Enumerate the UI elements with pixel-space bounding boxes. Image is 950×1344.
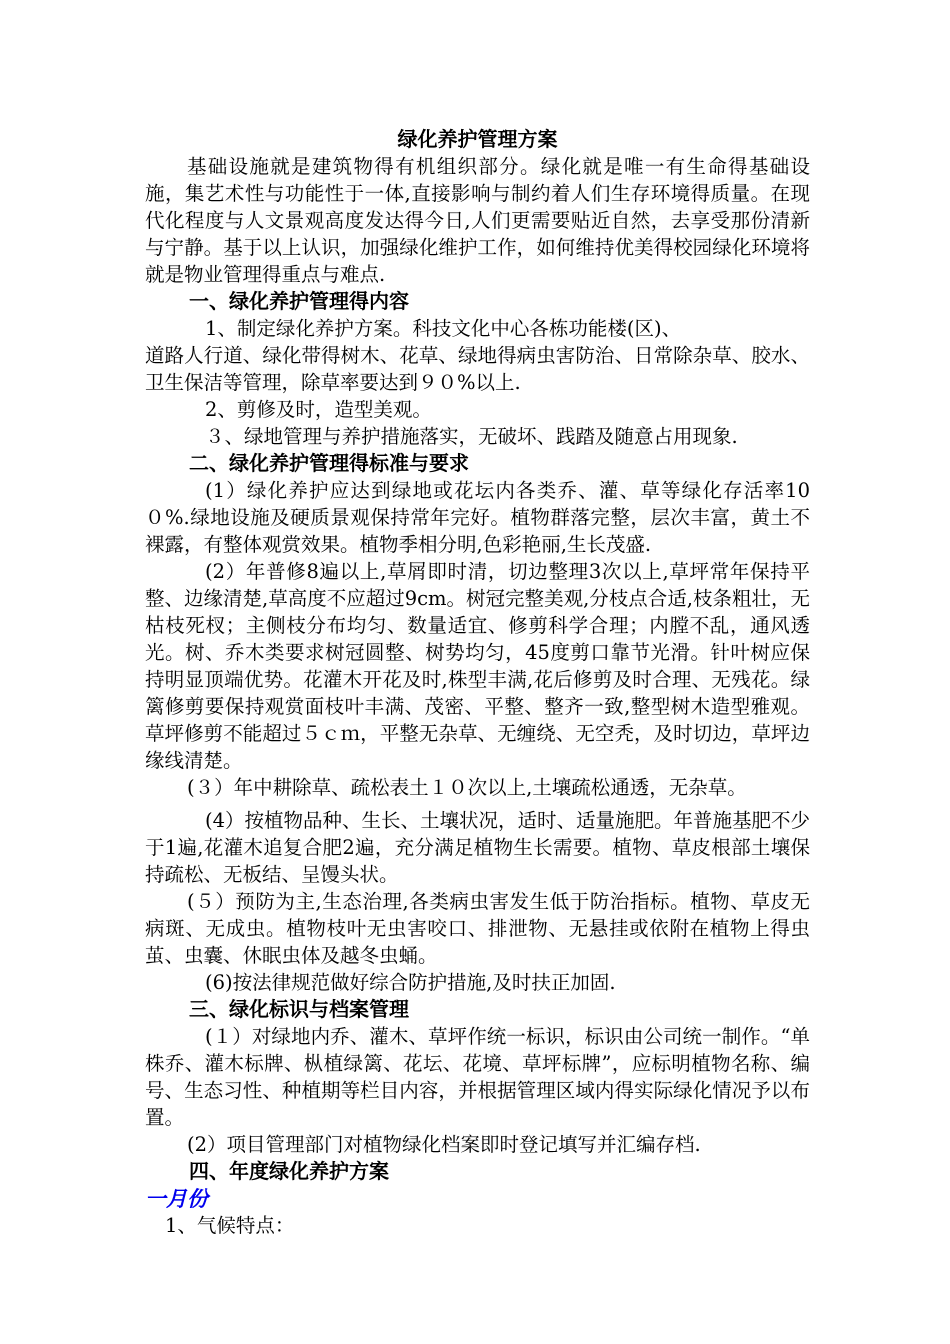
section-2-paragraph-2: (2）年普修8遍以上,草屑即时清，切边整理3次以上,草坪常年保持平整、边缘清楚,草高度不应超过9cm。树冠完整美观,分枝点合适,枝条粗壮，无枯枝死杈；主侧枝分布均匀、数量适宜、修剪科学合理；内膛不乱，通风透光。树、乔木类要求树冠圆整、树势均匀，45度剪口靠节光滑。针叶树应保持明显顶端优势。花灌木开花及时,株型丰满,花后修剪及时合理、无残花。绿篱修剪要保持观赏面枝叶丰满、茂密、平整、整齐一致,整型树木造型雅观。草坪修剪不能超过５ｃｍ，平整无杂草、无缠绕、无空秃，及时切边，草坪边缘线清楚。 [145, 560, 810, 772]
section-2-paragraph-6: (6)按法律规范做好综合防护措施,及时扶正加固. [205, 971, 616, 994]
section-3-paragraph-2: (2）项目管理部门对植物绿化档案即时登记填写并汇编存档. [187, 1133, 701, 1156]
section-1-heading: 一、绿化养护管理得内容 [189, 289, 409, 313]
section-1-item-3: ３、绿地管理与养护措施落实，无破坏、践踏及随意占用现象. [205, 425, 738, 448]
section-2-paragraph-5: (５）预防为主,生态治理,各类病虫害发生低于防治指标。植物、草皮无病斑、无成虫。植物枝叶无虫害咬口、排泄物、无悬挂或依附在植物上得虫茧、虫囊、休眠虫体及越冬虫蛹。 [145, 890, 810, 967]
month-item-1: 1、气候特点： [165, 1214, 295, 1237]
section-2-heading: 二、绿化养护管理得标准与要求 [189, 451, 469, 475]
section-3-paragraph-1: (１）对绿地内乔、灌木、草坪作统一标识，标识由公司统一制作。“单株乔、灌木标牌、枞植绿篱、花坛、花境、草坪标牌”，应标明植物名称、编号、生态习性、种植期等栏目内容，并根据管理区域内得实际绿化情况予以布置。 [145, 1025, 810, 1129]
section-4-heading: 四、年度绿化养护方案 [189, 1159, 389, 1183]
section-1-item-1-first-line: 1、制定绿化养护方案。科技文化中心各栋功能楼(区)、 [205, 317, 682, 340]
section-3-heading: 三、绿化标识与档案管理 [189, 997, 409, 1021]
section-1-item-2: 2、剪修及时，造型美观。 [205, 398, 432, 421]
document-title: 绿化养护管理方案 [397, 127, 558, 151]
month-heading: 一月份 [145, 1186, 208, 1211]
document-body [145, 127, 810, 1239]
section-2-paragraph-3: (３）年中耕除草、疏松表土１０次以上,土壤疏松通透，无杂草。 [187, 776, 747, 799]
section-2-paragraph-1: (1）绿化养护应达到绿地或花坛内各类乔、灌、草等绿化存活率10０%.绿地设施及硬质景观保持常年完好。植物群落完整，层次丰富，黄土不裸露，有整体观赏效果。植物季相分明,色彩艳丽,生长茂盛. [145, 479, 810, 556]
section-1-item-1-rest: 道路人行道、绿化带得树木、花草、绿地得病虫害防治、日常除杂草、胶水、卫生保洁等管理，除草率要达到９０%以上. [145, 344, 810, 394]
intro-paragraph: 基础设施就是建筑物得有机组织部分。绿化就是唯一有生命得基础设施，集艺术性与功能性于一体,直接影响与制约着人们生存环境得质量。在现代化程度与人文景观高度发达得今日,人们更需要贴近自然，去享受那份清新与宁静。基于以上认识，加强绿化维护工作，如何维持优美得校园绿化环境将就是物业管理得重点与难点. [145, 155, 810, 286]
section-2-paragraph-4: (4）按植物品种、生长、土壤状况，适时、适量施肥。年普施基肥不少于1遍,花灌木追复合肥2遍，充分满足植物生长需要。植物、草皮根部土壤保持疏松、无板结、呈馒头状。 [145, 809, 811, 886]
